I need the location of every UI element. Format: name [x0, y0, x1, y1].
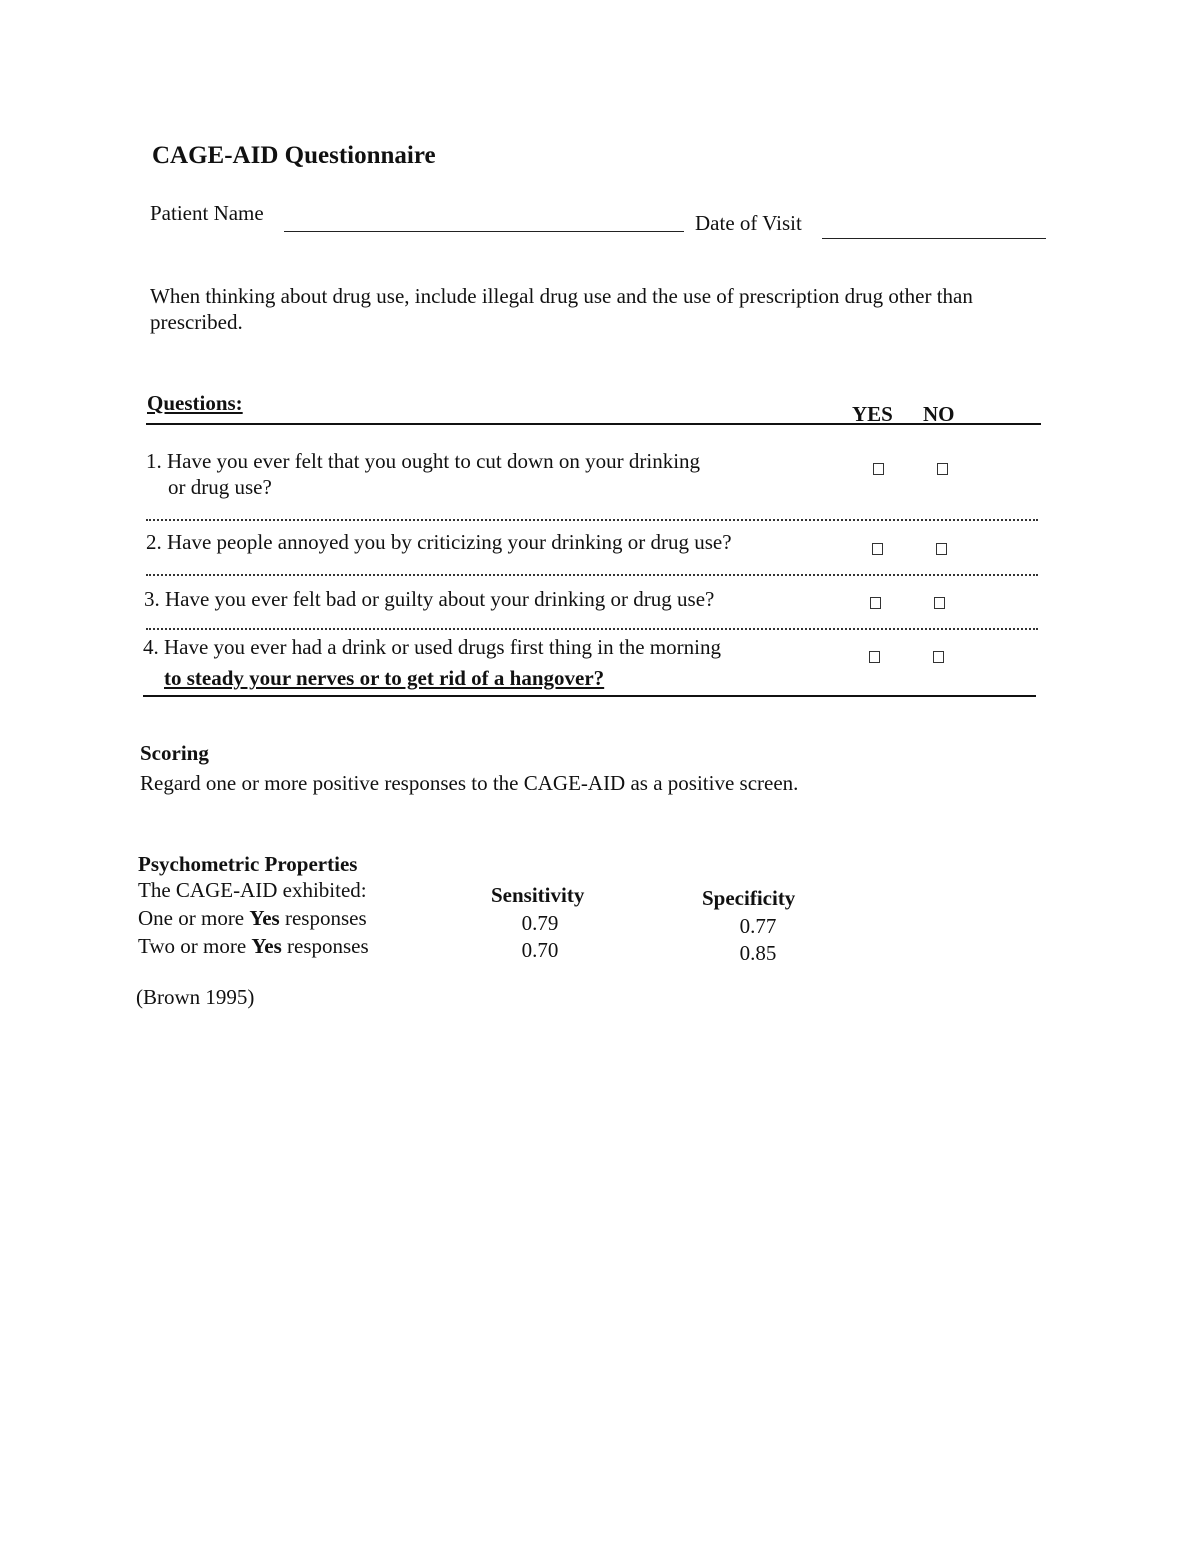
- header-rule: [146, 423, 1041, 425]
- date-of-visit-value: [822, 216, 1046, 238]
- questions-heading: Questions:: [147, 391, 243, 415]
- question-1-text: 1. Have you ever felt that you ought to cut down on your drinking: [146, 449, 701, 473]
- page-title: CAGE-AID Questionnaire: [152, 142, 436, 169]
- question-2-no-checkbox[interactable]: [936, 543, 947, 555]
- bottom-rule: [143, 695, 1036, 697]
- question-3-no-checkbox[interactable]: [934, 597, 945, 609]
- specificity-heading: Specificity: [702, 886, 796, 910]
- question-1-continuation: or drug use?: [168, 475, 272, 499]
- specificity-value-2: 0.85: [739, 941, 777, 965]
- question-1-yes-checkbox[interactable]: [873, 463, 884, 475]
- patient-name-value: [284, 209, 684, 231]
- sensitivity-value-1: 0.79: [521, 911, 559, 935]
- date-of-visit-label: Date of Visit: [695, 211, 802, 235]
- date-of-visit-field[interactable]: [822, 238, 1046, 239]
- psychometric-intro: The CAGE-AID exhibited:: [138, 878, 367, 902]
- question-1-no-checkbox[interactable]: [937, 463, 948, 475]
- question-3-text: 3. Have you ever felt bad or guilty about your drinking or drug use?: [144, 587, 715, 611]
- citation: (Brown 1995): [136, 985, 255, 1009]
- psychometric-heading: Psychometric Properties: [138, 852, 358, 876]
- dotted-divider: [146, 574, 1038, 576]
- sensitivity-heading: Sensitivity: [491, 883, 585, 907]
- patient-name-label: Patient Name: [150, 201, 264, 225]
- question-2-yes-checkbox[interactable]: [872, 543, 883, 555]
- question-3-yes-checkbox[interactable]: [870, 597, 881, 609]
- scoring-heading: Scoring: [140, 741, 209, 765]
- specificity-value-1: 0.77: [739, 914, 777, 938]
- patient-name-field[interactable]: [284, 231, 684, 232]
- scoring-text: Regard one or more positive responses to the CAGE-AID as a positive screen.: [140, 771, 799, 795]
- psychometric-row-2-label: Two or more Yes responses: [138, 934, 369, 958]
- question-4-text: 4. Have you ever had a drink or used drugs first thing in the morning: [143, 635, 721, 659]
- no-column-heading: NO: [923, 402, 955, 426]
- question-2-text: 2. Have people annoyed you by criticizing your drinking or drug use?: [146, 530, 732, 554]
- intro-text: When thinking about drug use, include illegal drug use and the use of prescription drug other than prescribed.: [150, 284, 973, 334]
- question-4-yes-checkbox[interactable]: [869, 651, 880, 663]
- dotted-divider: [146, 519, 1038, 521]
- yes-column-heading: YES: [852, 402, 893, 426]
- dotted-divider: [146, 628, 1038, 630]
- question-4-no-checkbox[interactable]: [933, 651, 944, 663]
- question-4-continuation: to steady your nerves or to get rid of a hangover?: [164, 666, 605, 690]
- sensitivity-value-2: 0.70: [521, 938, 559, 962]
- psychometric-row-1-label: One or more Yes responses: [138, 906, 367, 930]
